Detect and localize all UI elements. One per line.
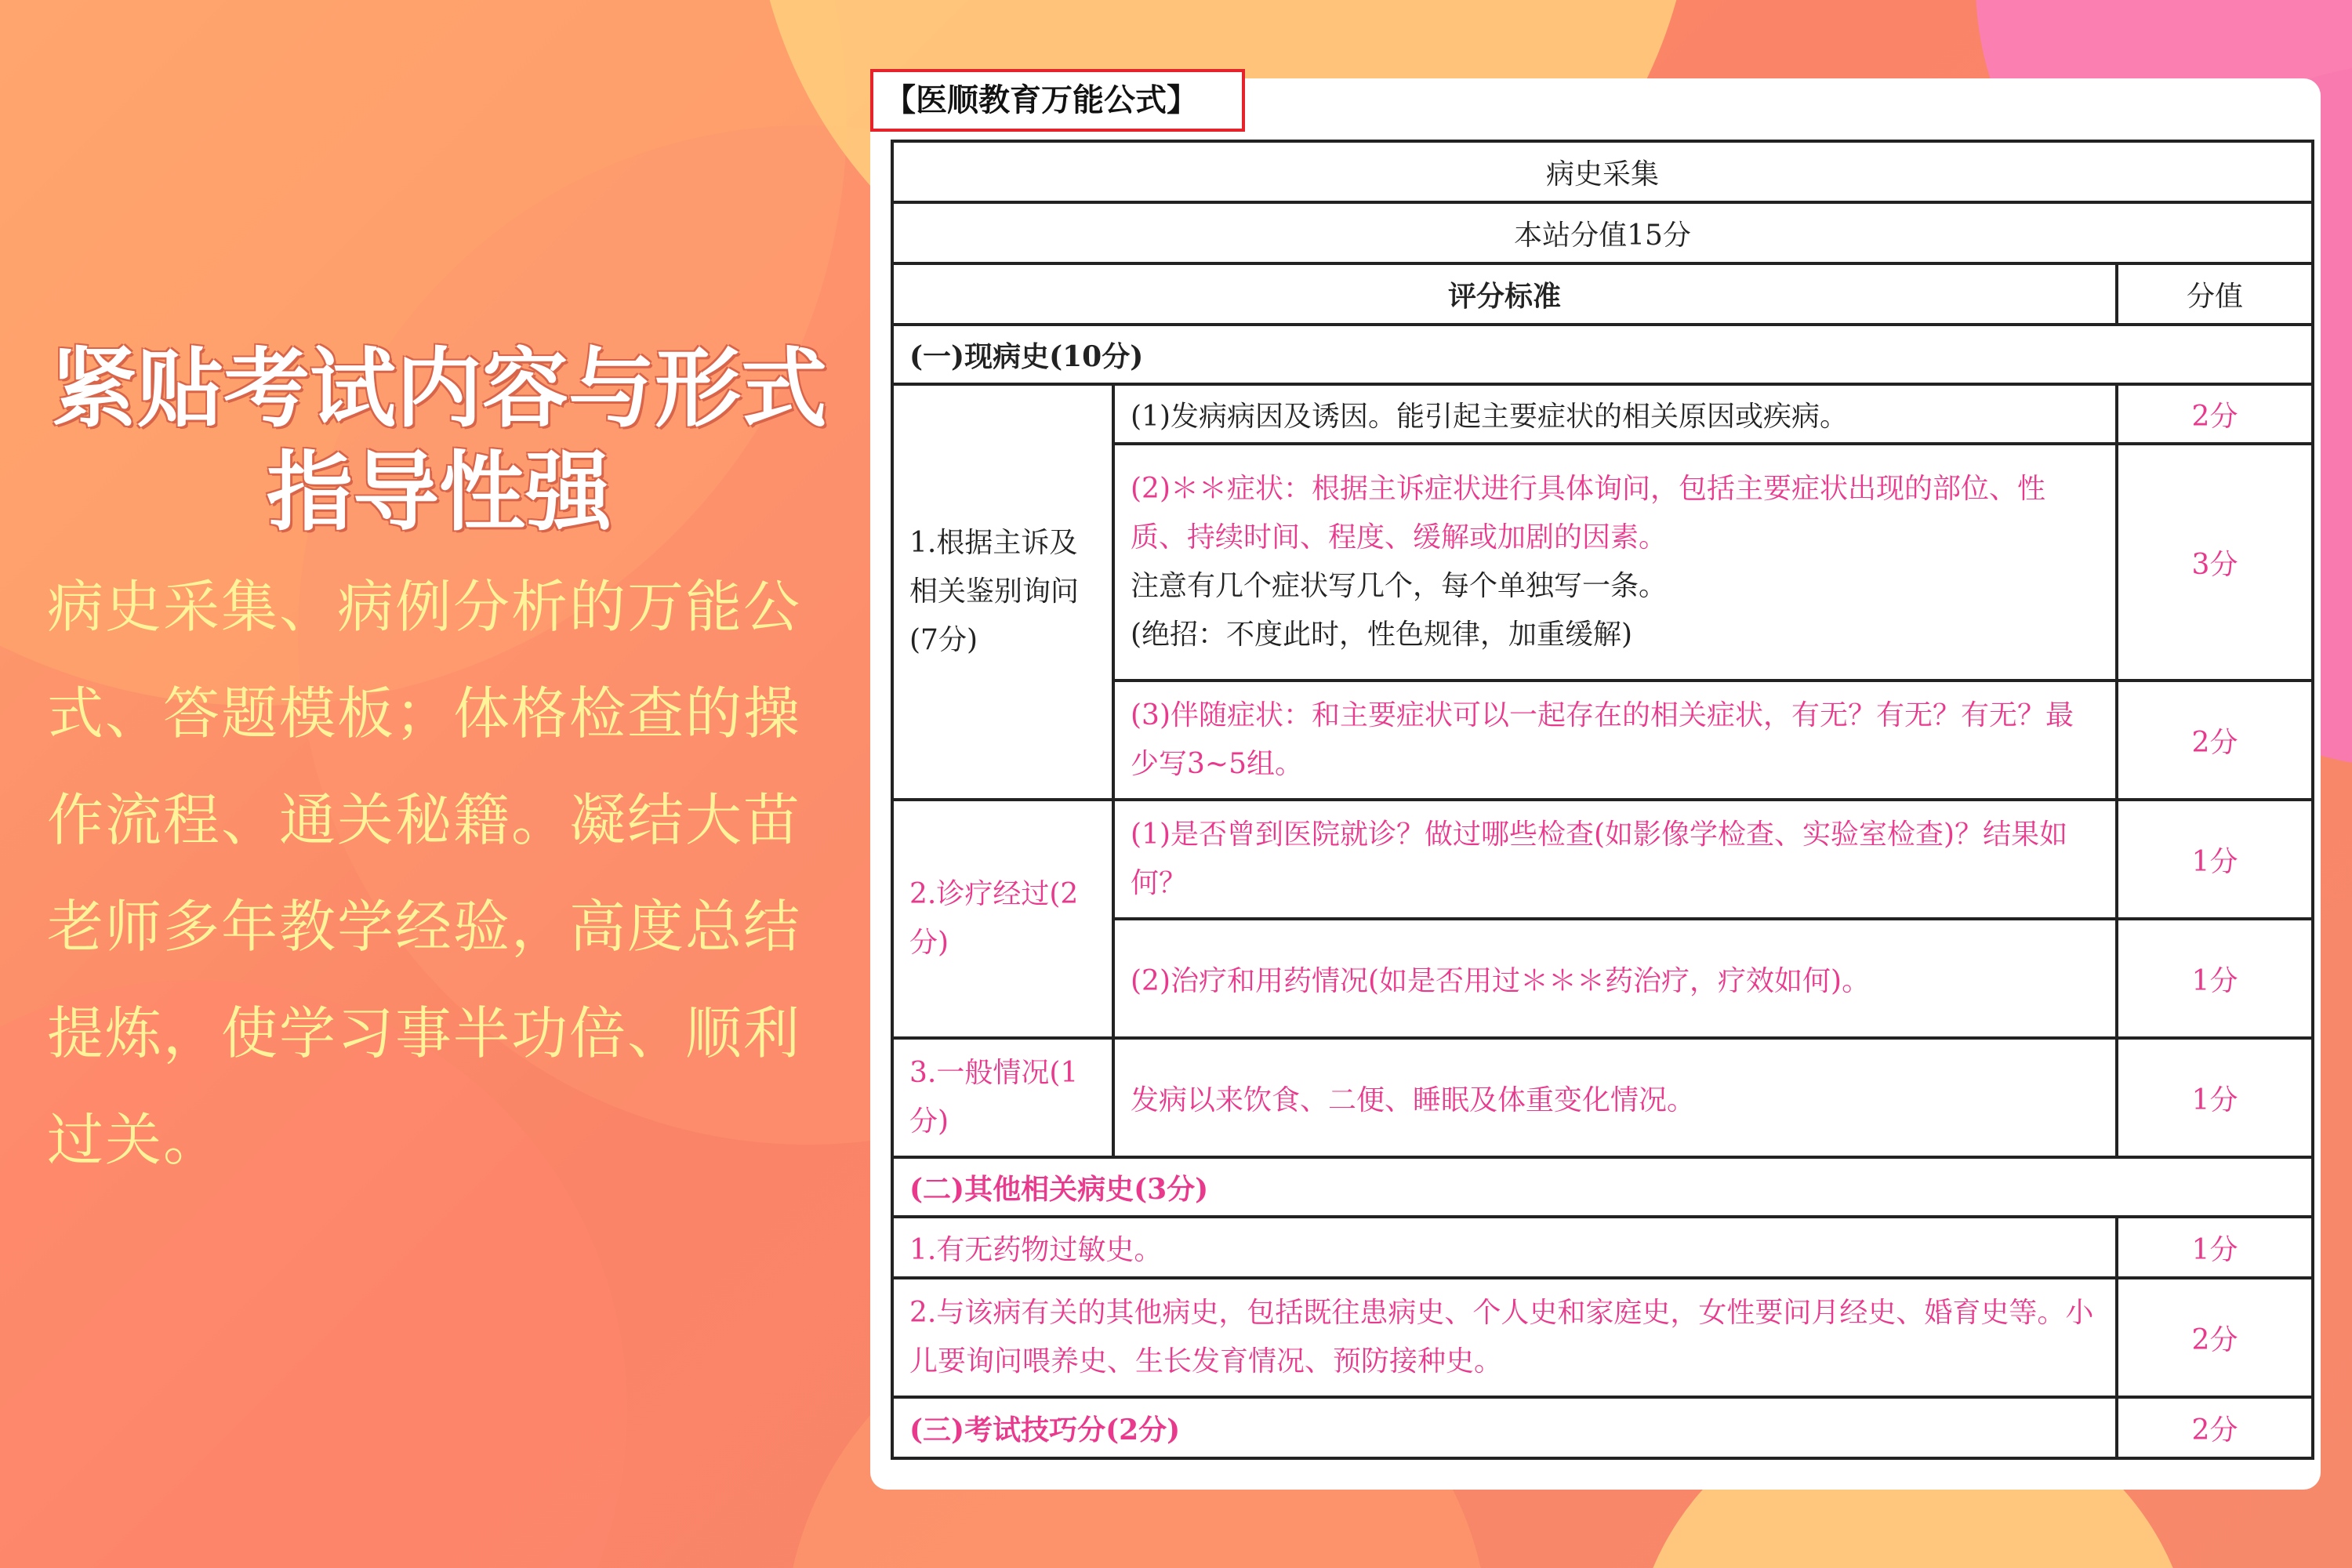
category-label: 1.根据主诉及相关鉴别询问(7分) [892,384,1113,800]
table-row [892,1217,2313,1278]
score-value: 1分 [2117,919,2313,1038]
table-row [892,202,2313,263]
table-row [892,1278,2313,1397]
table-row [892,1397,2313,1458]
scoring-table [891,140,2314,1460]
table-row [892,325,2313,384]
headline-line2: 指导性强 [267,442,612,543]
section-heading: (三)考试技巧分(2分) [892,1397,2117,1458]
header-score: 分值 [2117,263,2313,325]
score-value: 2分 [2117,384,2313,444]
table-row [892,800,2313,919]
category-label: 3.一般情况(1分) [892,1038,1113,1157]
criteria-item [1113,444,2117,681]
table-row [892,1157,2313,1217]
header-criteria: 评分标准 [892,263,2117,325]
score-value: 1分 [2117,1217,2313,1278]
table-row [892,141,2313,202]
formula-title: 【医顺教育万能公式】 [870,69,1245,132]
criteria-item: 2.与该病有关的其他病史，包括既往患病史、个人史和家庭史，女性要问月经史、婚育史等。小儿要询问喂养史、生长发育情况、预防接种史。 [892,1278,2117,1397]
score-value: 2分 [2117,681,2313,800]
score-value: 2分 [2117,1278,2313,1397]
section-heading: (二)其他相关病史(3分) [892,1157,2313,1217]
table-header-row [892,263,2313,325]
total-score: 本站分值15分 [892,202,2313,263]
description-paragraph: 病史采集、病例分析的万能公式、答题模板；体格检查的操作流程、通关秘籍。凝结大苗老师多年教学经验，高度总结提炼，使学习事半功倍、顺利过关。 [47,574,802,1173]
criteria-item: (3)伴随症状：和主要症状可以一起存在的相关症状，有无？有无？有无？最少写3~5组。 [1113,681,2117,800]
left-panel [31,337,847,1193]
score-value: 2分 [2117,1397,2313,1458]
score-value: 1分 [2117,1038,2313,1157]
section-heading: (一)现病史(10分) [892,325,2313,384]
category-label: 2.诊疗经过(2分) [892,800,1113,1038]
headline-line1: 紧贴考试内容与形式 [51,339,827,439]
score-value: 3分 [2117,444,2313,681]
score-value: 1分 [2117,800,2313,919]
criteria-item-line: (2)＊＊症状：根据主诉症状进行具体询问，包括主要症状出现的部位、性质、持续时间、程度、缓解或加剧的因素。 [1131,473,2045,554]
table-row [892,384,2313,444]
criteria-note: 注意有几个症状写几个，每个单独写一条。 [1131,570,1668,602]
criteria-item: 1.有无药物过敏史。 [892,1217,2117,1278]
table-title: 病史采集 [892,141,2313,202]
criteria-note: (绝招：不度此时，性色规律，加重缓解) [1131,619,1633,651]
criteria-item: (1)发病病因及诱因。能引起主要症状的相关原因或疾病。 [1113,384,2117,444]
criteria-item: (1)是否曾到医院就诊？做过哪些检查(如影像学检查、实验室检查)？结果如何？ [1113,800,2117,919]
criteria-item: (2)治疗和用药情况(如是否用过＊＊＊药治疗，疗效如何)。 [1113,919,2117,1038]
table-row [892,1038,2313,1157]
criteria-item: 发病以来饮食、二便、睡眠及体重变化情况。 [1113,1038,2117,1157]
